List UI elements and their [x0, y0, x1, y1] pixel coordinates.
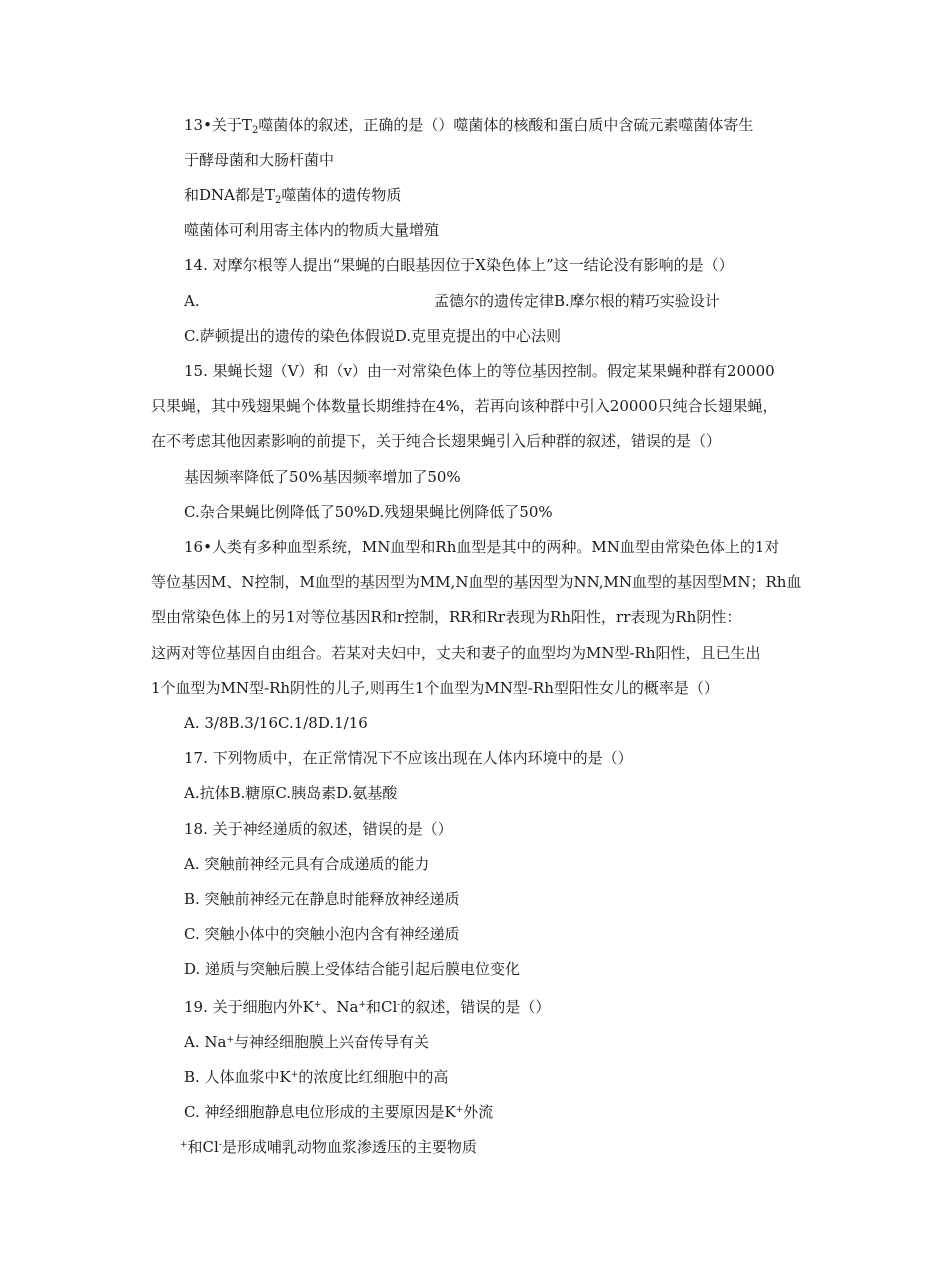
q18-option-b: B. 突触前神经元在静息时能释放神经递质: [184, 890, 460, 908]
q19-option-d-sup: -: [218, 1140, 222, 1150]
q13-line-2: 于酵母菌和大肠杆菌中: [184, 151, 335, 169]
q19-stem-d: 的叙述，错误的是（）: [400, 998, 551, 1016]
q14-option-a-b: 孟德尔的遗传定律B.摩尔根的精巧实验设计: [434, 292, 720, 310]
q19-option-c-sup: +: [455, 1105, 464, 1115]
q19-stem: [184, 995, 550, 1017]
q16-line-1: 16•人类有多种血型系统，MN血型和Rh血型是其中的两种。MN血型由常染色体上的1对: [184, 538, 780, 556]
q18-option-c: C. 突触小体中的突触小泡内含有神经递质: [184, 925, 460, 943]
q19-option-d-b: 是形成哺乳动物血浆渗透压的主要物质: [221, 1138, 477, 1156]
q13-subscript: 2: [251, 125, 259, 136]
q15-line-3: 在不考虑其他因素影响的前提下，关于纯合长翅果蝇引入后种群的叙述，错误的是（）: [151, 432, 722, 450]
q19-option-a: [184, 1030, 429, 1052]
q19-option-b-a: B. 人体血浆中K: [184, 1068, 291, 1086]
q15-line-1: 15. 果蝇长翅（V）和（v）由一对常染色体上的等位基因控制。假定某果蝇种群有20000: [184, 362, 775, 380]
q13-line-3: [184, 185, 401, 211]
q19-option-b: [184, 1065, 448, 1087]
q16-line-5: 1个血型为MN型-Rh阴性的儿子,则再生1个血型为MN型-Rh型阳性女儿的概率是（）: [151, 679, 719, 697]
q16-line-4: 这两对等位基因自由组合。若某对夫妇中，丈夫和妻子的血型均为MN型-Rh阳性，且已生出: [151, 644, 761, 662]
q13-subscript-2: 2: [275, 195, 282, 206]
q19-stem-c: 和Cl: [366, 998, 398, 1016]
q13-line-4: 噬菌体可利用寄主体内的物质大量增殖: [184, 221, 440, 239]
q19-option-a-sup: +: [226, 1035, 234, 1045]
q16-options: A. 3/8B.3/16C.1/8D.1/16: [184, 714, 368, 732]
q19-option-c-b: 外流: [463, 1103, 494, 1121]
q15-line-2: 只果蝇，其中残翅果蝇个体数量长期维持在4%，若再向该种群中引入20000只纯合长翅果蝇，: [151, 397, 778, 415]
q17-stem: 17. 下列物质中，在正常情况下不应该出现在人体内环境中的是（）: [184, 749, 633, 767]
q14-stem: 14. 对摩尔根等人提出“果蝇的白眼基因位于X染色体上”这一结论没有影响的是（）: [184, 256, 734, 274]
q19-stem-sup-1: +: [313, 1000, 322, 1010]
q18-option-a: A. 突触前神经元具有合成递质的能力: [184, 855, 430, 873]
q15-option-c-d: C.杂合果蝇比例降低了50%D.残翅果蝇比例降低了50%: [184, 503, 553, 521]
q19-stem-sup-3: -: [397, 1000, 401, 1010]
q19-option-b-b: 的浓度比红细胞中的高: [298, 1068, 449, 1086]
q19-stem-a: 19. 关于细胞内外K: [184, 998, 314, 1016]
q14-option-c-d: C.萨顿提出的遗传的染色体假说D.克里克提出的中心法则: [184, 327, 561, 345]
q16-line-3: 型由常染色体上的另1对等位基因R和r控制，RR和Rr表现为Rh阳性，rr表现为Rh阴性：: [151, 608, 742, 626]
q19-option-d: [180, 1135, 477, 1157]
q13-text-1b: 噬菌体的叙述，正确的是（）噬菌体的核酸和蛋白质中含硫元素噬菌体寄生: [258, 116, 754, 134]
q19-option-a-a: A. Na: [184, 1033, 227, 1051]
q19-stem-sup-2: +: [358, 1000, 367, 1010]
q16-line-2: 等位基因M、N控制，M血型的基因型为MM,N血型的基因型为NN,MN血型的基因型MN；Rh血: [151, 573, 802, 591]
q13-line-1: [184, 115, 753, 141]
q19-option-c: [184, 1100, 493, 1122]
q19-option-c-a: C. 神经细胞静息电位形成的主要原因是K: [184, 1103, 456, 1121]
q18-option-d: D. 递质与突触后膜上受体结合能引起后膜电位变化: [184, 960, 521, 978]
q13-text-1a: 13•关于T: [184, 116, 252, 134]
q15-option-a-b: 基因频率降低了50%基因频率增加了50%: [184, 468, 461, 486]
q17-options: A.抗体B.糖原C.胰岛素D.氨基酸: [184, 784, 398, 802]
q13-text-3b: 噬菌体的遗传物质: [281, 186, 402, 204]
q18-stem: 18. 关于神经递质的叙述，错误的是（）: [184, 820, 453, 838]
q19-option-a-b: 与神经细胞膜上兴奋传导有关: [233, 1033, 429, 1051]
q14-option-a-label: A.: [184, 292, 200, 310]
q19-stem-b: 、Na: [321, 998, 359, 1016]
q19-option-b-sup: +: [290, 1070, 299, 1080]
q19-option-d-pre: +: [180, 1140, 188, 1150]
q19-option-d-a: 和Cl: [187, 1138, 219, 1156]
q13-text-3a: 和DNA都是T: [184, 186, 275, 204]
